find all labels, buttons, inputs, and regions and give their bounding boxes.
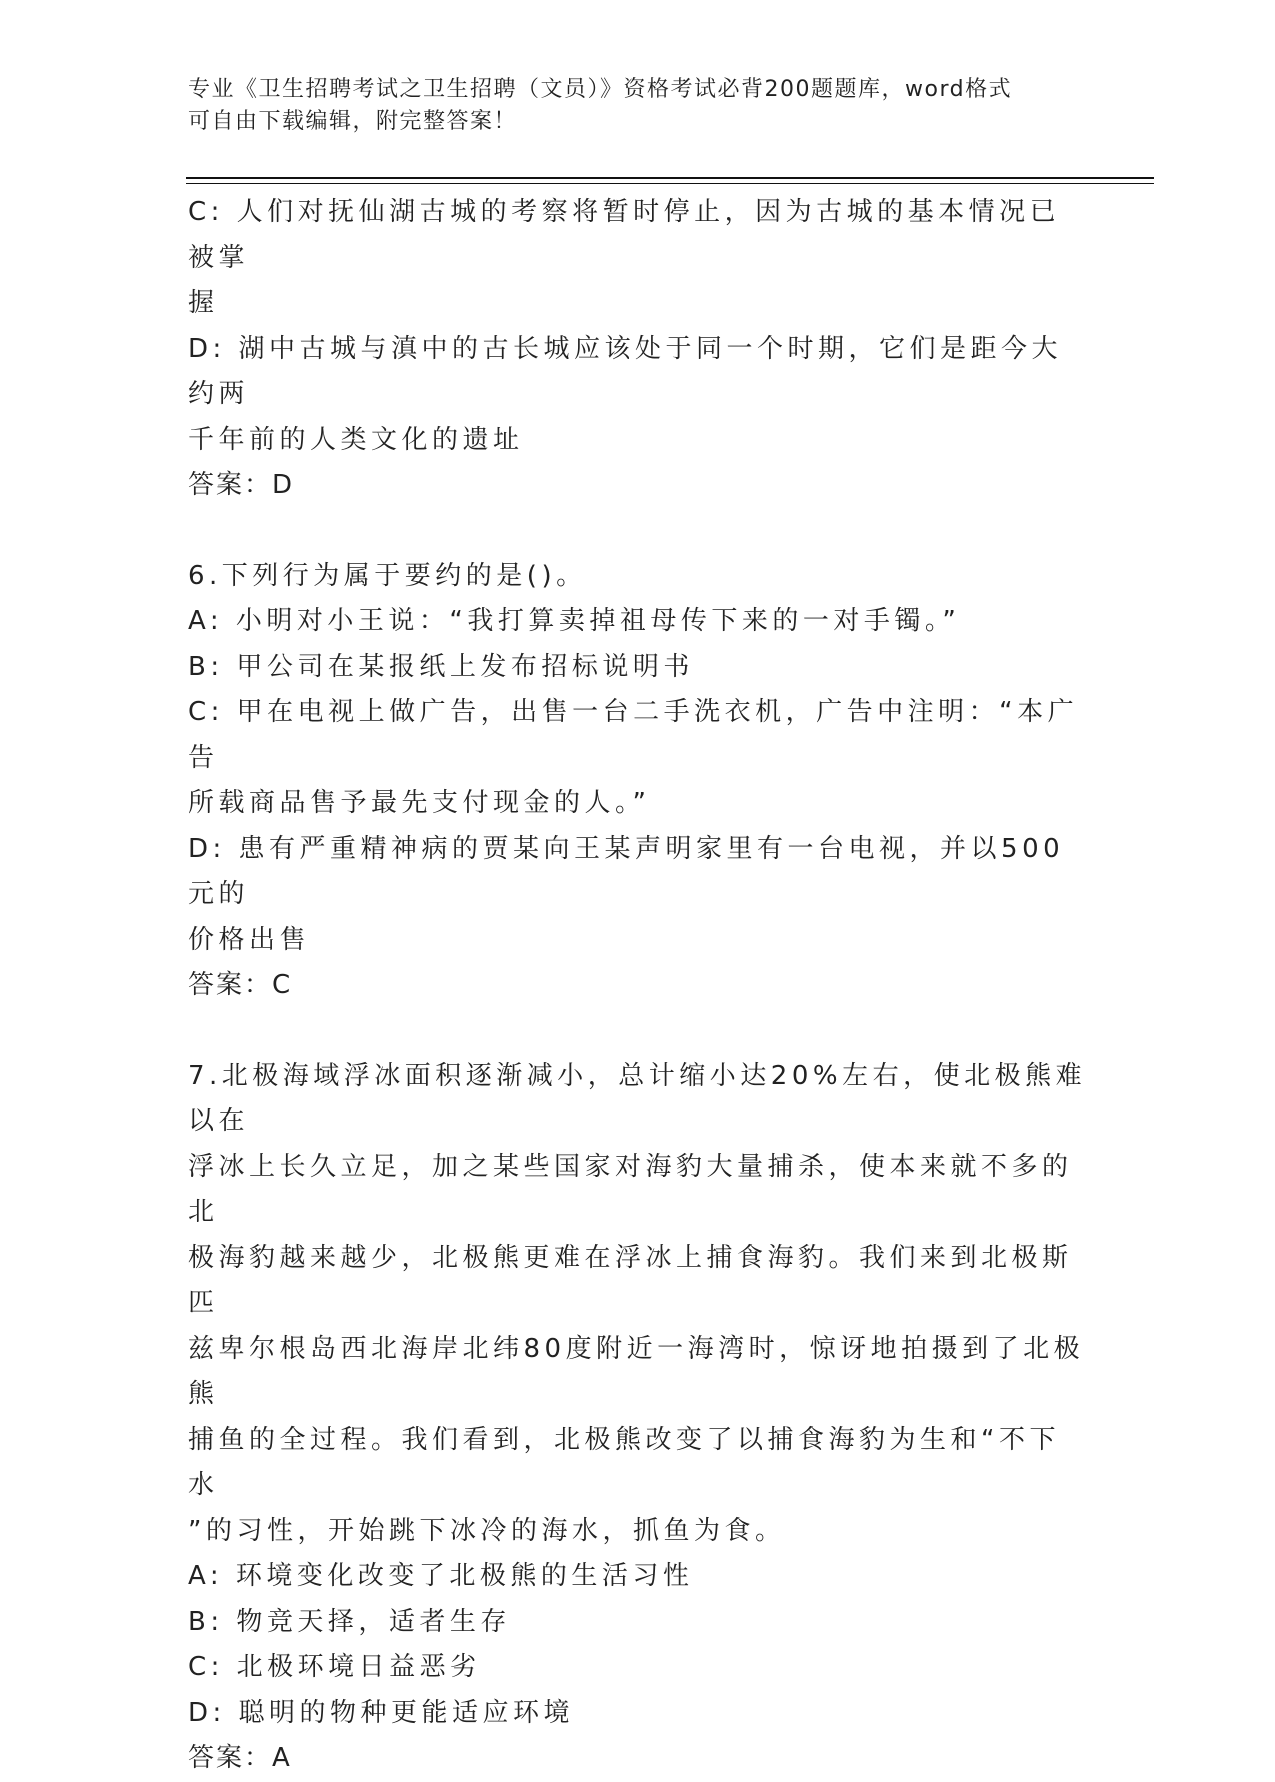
header-line-2: 可自由下载编辑，附完整答案！ (188, 109, 518, 134)
q7-question-line-6: ”的习性，开始跳下冰冷的海水，抓鱼为食。 (188, 1515, 786, 1546)
q7-question-line-5: 捕鱼的全过程。我们看到，北极熊改变了以捕食海豹为生和“不下水 (188, 1424, 1060, 1500)
q6-option-b: B: 甲公司在某报纸上发布招标说明书 (188, 651, 694, 682)
q5-answer: 答案：D (188, 470, 295, 500)
q7-option-b: B: 物竞天择，适者生存 (188, 1606, 511, 1637)
q5-option-c-line-1: C: 人们对抚仙湖古城的考察将暂时停止，因为古城的基本情况已被掌 (188, 197, 1061, 273)
document-header (188, 74, 1068, 138)
q6-option-a: A: 小明对小王说：“我打算卖掉祖母传下来的一对手镯。” (188, 606, 961, 636)
q5-option-d-line-1: D: 湖中古城与滇中的古长城应该处于同一个时期，它们是距今大约两 (188, 333, 1063, 409)
q7-question-line-4: 兹卑尔根岛西北海岸北纬80度附近一海湾时，惊讶地拍摄到了北极熊 (188, 1333, 1085, 1409)
q6-option-d-line-2: 价格出售 (188, 924, 311, 955)
header-divider-thin (186, 183, 1154, 184)
q7-question-line-3: 极海豹越来越少，北极熊更难在浮冰上捕食海豹。我们来到北极斯匹 (188, 1242, 1073, 1318)
q5-option-c-line-2: 握 (188, 288, 219, 318)
header-line-1: 专业《卫生招聘考试之卫生招聘（文员）》资格考试必背200题题库，word格式 (188, 77, 1013, 102)
q7-option-a: A: 环境变化改变了北极熊的生活习性 (188, 1561, 694, 1591)
q6-option-c-line-2: 所载商品售予最先支付现金的人。” (188, 788, 651, 818)
q7-question-line-1: 7.北极海域浮冰面积逐渐减小，总计缩小达20%左右，使北极熊难以在 (188, 1060, 1087, 1136)
q7-option-c: C: 北极环境日益恶劣 (188, 1652, 481, 1682)
q6-option-c-line-1: C: 甲在电视上做广告，出售一台二手洗衣机，广告中注明：“本广告 (188, 697, 1079, 773)
q5-option-d-line-2: 千年前的人类文化的遗址 (188, 424, 524, 455)
q6-option-d-line-1: D: 患有严重精神病的贾某向王某声明家里有一台电视，并以500元的 (188, 833, 1065, 909)
q7-question-line-2: 浮冰上长久立足，加之某些国家对海豹大量捕杀，使本来就不多的北 (188, 1151, 1073, 1227)
q7-answer: 答案：A (188, 1743, 292, 1773)
spacer (188, 1009, 1088, 1054)
q6-answer: 答案：C (188, 970, 293, 1000)
header-divider-thick (186, 177, 1154, 179)
spacer (188, 509, 1088, 554)
q7-option-d: D: 聪明的物种更能适应环境 (188, 1697, 575, 1728)
q6-question: 6.下列行为属于要约的是()。 (188, 560, 587, 591)
document-body (188, 190, 1088, 1782)
